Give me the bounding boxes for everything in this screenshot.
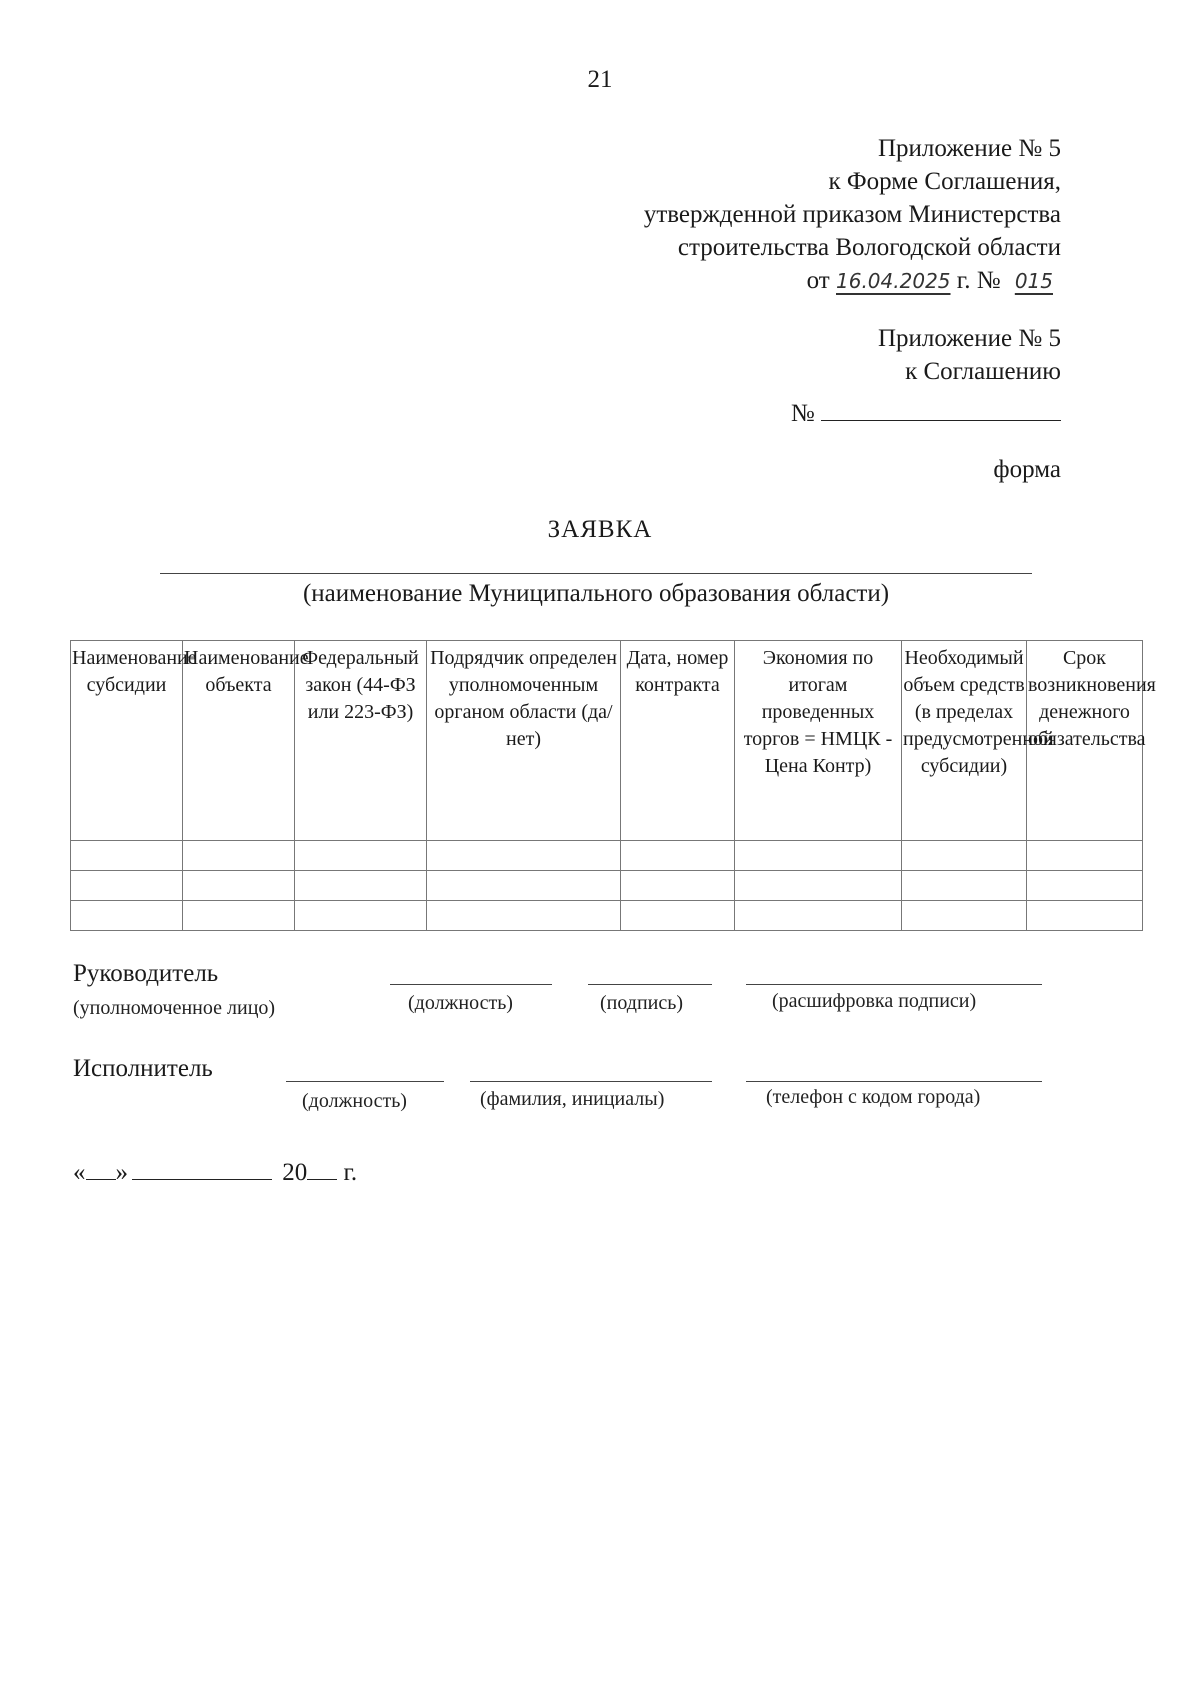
date-open-quote: « xyxy=(73,1159,86,1186)
date-close-quote: » xyxy=(115,1159,128,1186)
date-year-prefix: 20 xyxy=(282,1159,308,1186)
form-label: форма xyxy=(993,456,1061,483)
table-row xyxy=(71,901,1143,931)
head-position-line xyxy=(390,984,552,985)
appendix-order-block xyxy=(644,132,1061,298)
agreement-number-prefix: № xyxy=(790,400,815,427)
col-header-obligation-term: Срок возникновения денежного обязательства xyxy=(1027,641,1143,841)
appendix-agreement-line2: к Соглашению xyxy=(905,358,1061,385)
date-month-blank xyxy=(132,1157,272,1180)
head-cap-position: (должность) xyxy=(408,992,513,1014)
table-row xyxy=(71,871,1143,901)
col-header-contractor: Подрядчик определен уполномоченным органом области (да/нет) xyxy=(427,641,621,841)
executor-label: Исполнитель xyxy=(73,1055,213,1082)
municipality-caption: (наименование Муниципального образования области) xyxy=(302,580,890,607)
handwritten-date: 16.04.2025 xyxy=(836,269,951,293)
appendix-agreement-line1: Приложение № 5 xyxy=(877,325,1061,352)
request-table xyxy=(70,640,1156,931)
date-line xyxy=(73,1157,357,1187)
head-sublabel: (уполномоченное лицо) xyxy=(73,997,276,1019)
head-cap-signature: (подпись) xyxy=(600,992,684,1014)
col-header-subsidy: Наименование субсидии xyxy=(71,641,183,841)
appendix-order-line3: утвержденной приказом Министерства xyxy=(643,201,1061,228)
executor-position-line xyxy=(286,1081,444,1082)
number-prefix: г. № xyxy=(956,267,1001,294)
col-header-savings: Экономия по итогам проведенных торгов = НМЦК - Цена Контр) xyxy=(735,641,902,841)
appendix-order-line4: строительства Вологодской области xyxy=(677,234,1061,261)
appendix-agreement-block xyxy=(791,322,1061,430)
col-header-federal-law: Федеральный закон (44-ФЗ или 223-ФЗ) xyxy=(295,641,427,841)
municipality-blank-line xyxy=(160,573,1032,574)
appendix-order-date-line xyxy=(644,264,1061,298)
page-number: 21 xyxy=(587,66,613,93)
date-year-blank xyxy=(307,1157,337,1180)
date-prefix: от xyxy=(806,267,830,294)
date-year-suffix: г. xyxy=(343,1159,358,1186)
table-row xyxy=(71,841,1143,871)
handwritten-number: 015 xyxy=(1014,269,1053,293)
document-title: ЗАЯВКА xyxy=(547,516,653,543)
col-header-required-funds: Необходимый объем средств (в пределах предусмотренной субсидии) xyxy=(902,641,1027,841)
head-cap-decode: (расшифровка подписи) xyxy=(772,990,977,1012)
appendix-order-line1: Приложение № 5 xyxy=(877,135,1061,162)
executor-cap-name: (фамилия, инициалы) xyxy=(480,1088,665,1110)
col-header-object: Наименование объекта xyxy=(183,641,295,841)
agreement-number-line xyxy=(791,394,1061,430)
executor-phone-line xyxy=(746,1081,1042,1082)
executor-name-line xyxy=(470,1081,712,1082)
head-label: Руководитель xyxy=(73,960,219,987)
head-decode-line xyxy=(746,984,1042,985)
date-day-blank xyxy=(86,1157,116,1180)
table-header-row xyxy=(71,641,1143,841)
head-signature-line xyxy=(588,984,712,985)
executor-cap-position: (должность) xyxy=(302,1090,407,1112)
executor-cap-phone: (телефон с кодом города) xyxy=(766,1086,981,1108)
col-header-contract: Дата, номер контракта xyxy=(621,641,735,841)
agreement-number-blank xyxy=(821,394,1061,421)
appendix-order-line2: к Форме Соглашения, xyxy=(828,168,1061,195)
